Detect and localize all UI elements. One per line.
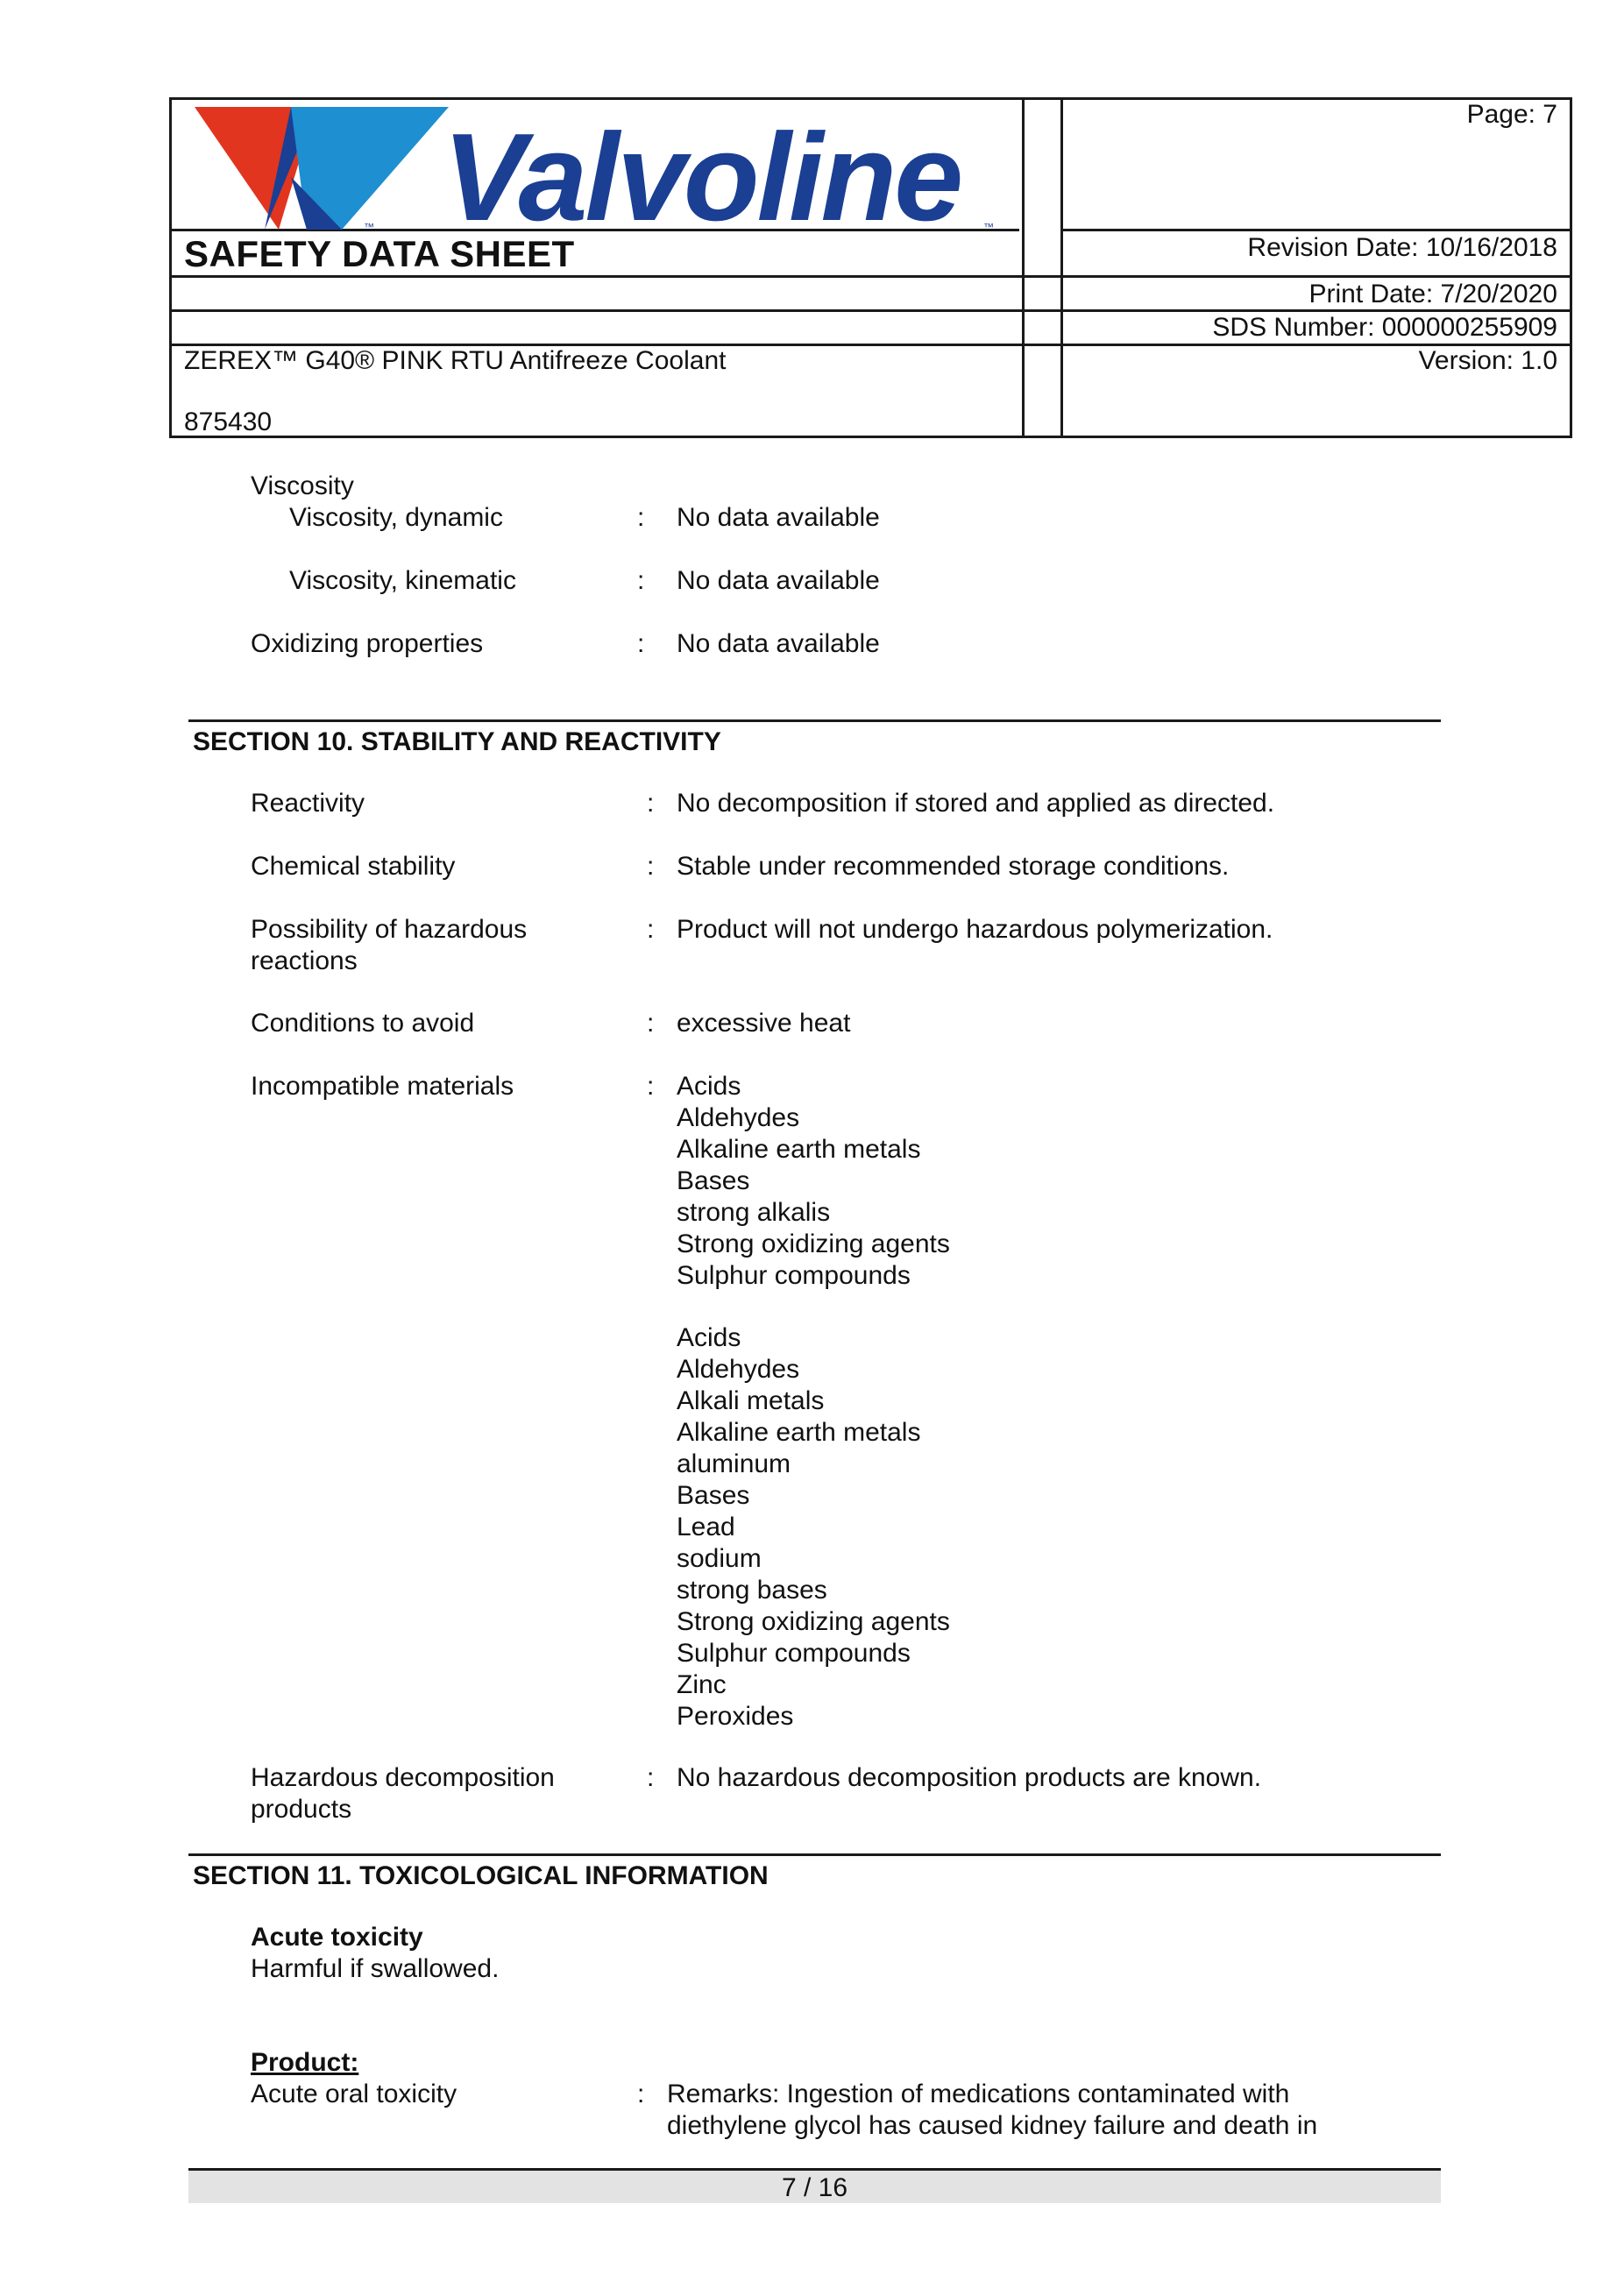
list-item: Acids <box>677 1072 741 1101</box>
list-item: strong bases <box>677 1576 827 1605</box>
section-rule <box>188 1853 1441 1856</box>
stability-value: Stable under recommended storage conditions. <box>677 852 1230 881</box>
section-11-title: SECTION 11. TOXICOLOGICAL INFORMATION <box>193 1861 769 1890</box>
decomposition-value: No hazardous decomposition products are known. <box>677 1763 1262 1792</box>
hazardous-reactions-label: Possibility of hazardous <box>251 915 528 944</box>
trademark-mark: ™ <box>983 221 994 233</box>
viscosity-label: Viscosity <box>251 471 354 500</box>
brand-wordmark: Valvoline <box>443 108 961 247</box>
list-item: Aldehydes <box>677 1103 800 1132</box>
list-item: Alkali metals <box>677 1386 825 1415</box>
product-code: 875430 <box>184 407 273 436</box>
product-name: ZEREX™ G40® PINK RTU Antifreeze Coolant <box>184 346 727 375</box>
separator: : <box>637 503 645 532</box>
section-rule <box>188 719 1441 722</box>
acute-oral-label: Acute oral toxicity <box>251 2080 457 2108</box>
hazardous-reactions-value: Product will not undergo hazardous polymerization. <box>677 915 1273 944</box>
separator: : <box>637 2080 645 2108</box>
valvoline-logo <box>184 102 1166 247</box>
header-rule <box>172 309 1570 312</box>
list-item: Bases <box>677 1166 750 1195</box>
oxidizing-label: Oxidizing properties <box>251 629 484 658</box>
page-footer <box>188 2168 1441 2203</box>
header-rule <box>172 275 1570 278</box>
acute-toxicity-heading: Acute toxicity <box>251 1923 423 1952</box>
document-header <box>169 97 1572 438</box>
list-item: Sulphur compounds <box>677 1261 911 1290</box>
list-item: Strong oxidizing agents <box>677 1229 950 1258</box>
section-10-title: SECTION 10. STABILITY AND REACTIVITY <box>193 727 721 756</box>
conditions-value: excessive heat <box>677 1009 851 1038</box>
separator: : <box>647 789 655 818</box>
list-item: Peroxides <box>677 1702 794 1731</box>
product-heading: Product: <box>251 2048 359 2077</box>
list-item: Bases <box>677 1481 750 1510</box>
sds-number: SDS Number: 000000255909 <box>1212 313 1557 342</box>
reactivity-label: Reactivity <box>251 789 365 818</box>
separator: : <box>647 1763 655 1792</box>
incompatible-label: Incompatible materials <box>251 1072 514 1101</box>
viscosity-dynamic-value: No data available <box>677 503 880 532</box>
conditions-label: Conditions to avoid <box>251 1009 475 1038</box>
separator: : <box>647 1009 655 1038</box>
document-title: SAFETY DATA SHEET <box>184 233 575 274</box>
separator: : <box>647 1072 655 1101</box>
acute-toxicity-text: Harmful if swallowed. <box>251 1954 500 1983</box>
trademark-mark-v: ™ <box>364 221 374 233</box>
incompatible-list-1 <box>677 1071 950 1292</box>
list-item: aluminum <box>677 1449 791 1478</box>
list-item: Lead <box>677 1513 735 1541</box>
print-date: Print Date: 7/20/2020 <box>1308 280 1557 308</box>
hazardous-reactions-label-cont: reactions <box>251 946 358 975</box>
viscosity-kinematic-value: No data available <box>677 566 880 595</box>
incompatible-list-2 <box>677 1322 950 1733</box>
list-item: Sulphur compounds <box>677 1639 911 1668</box>
decomposition-label-cont: products <box>251 1795 352 1824</box>
separator: : <box>637 629 645 658</box>
viscosity-kinematic-label: Viscosity, kinematic <box>289 566 516 595</box>
list-item: strong alkalis <box>677 1198 831 1227</box>
stability-label: Chemical stability <box>251 852 456 881</box>
decomposition-label: Hazardous decomposition <box>251 1763 555 1792</box>
list-item: Strong oxidizing agents <box>677 1607 950 1636</box>
version: Version: 1.0 <box>1418 346 1557 375</box>
revision-date: Revision Date: 10/16/2018 <box>1247 233 1557 262</box>
separator: : <box>647 852 655 881</box>
separator: : <box>637 566 645 595</box>
reactivity-value: No decomposition if stored and applied as directed. <box>677 789 1275 818</box>
oxidizing-value: No data available <box>677 629 880 658</box>
separator: : <box>647 915 655 944</box>
list-item: Zinc <box>677 1670 727 1699</box>
list-item: sodium <box>677 1544 762 1573</box>
list-item: Aldehydes <box>677 1355 800 1384</box>
page-label: Page: 7 <box>1466 100 1557 129</box>
acute-oral-value-cont: diethylene glycol has caused kidney failure and death in <box>667 2111 1318 2140</box>
list-item: Alkaline earth metals <box>677 1135 921 1164</box>
list-item: Acids <box>677 1323 741 1352</box>
list-item: Alkaline earth metals <box>677 1418 921 1447</box>
acute-oral-value: Remarks: Ingestion of medications contaminated with <box>667 2080 1290 2108</box>
viscosity-dynamic-label: Viscosity, dynamic <box>289 503 503 532</box>
page-number: 7 / 16 <box>781 2173 848 2202</box>
